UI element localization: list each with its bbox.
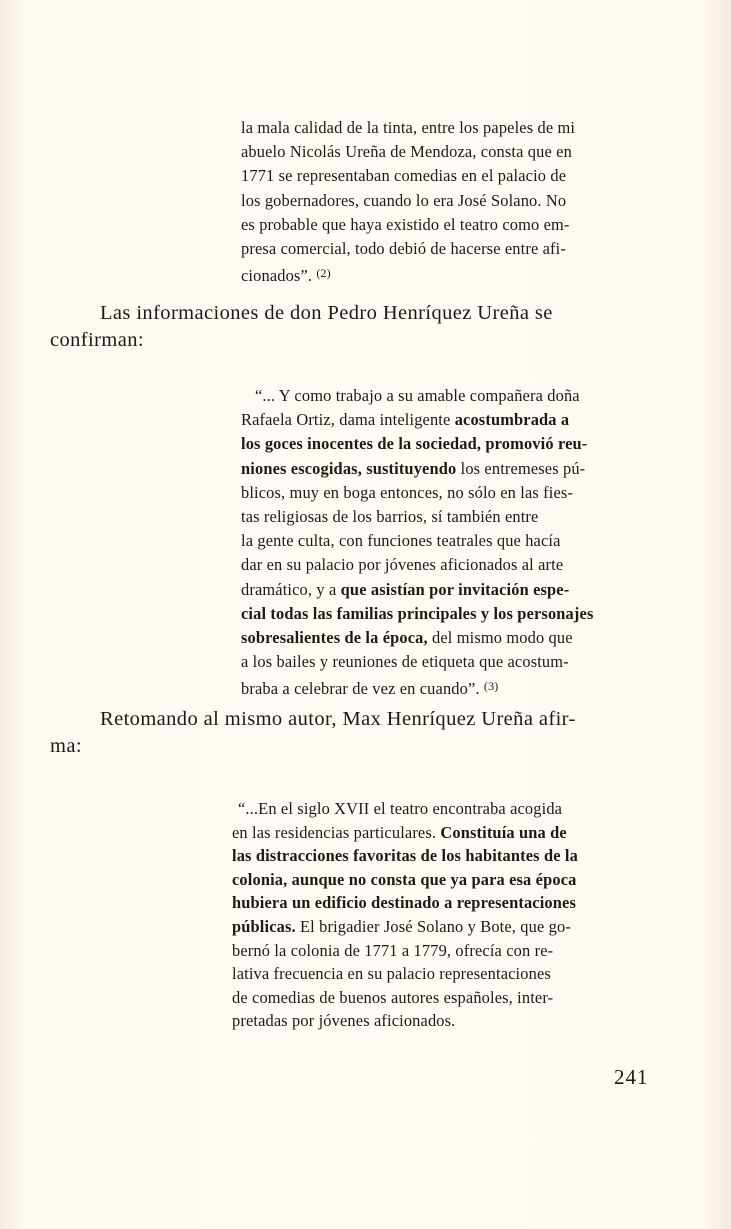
quote-text: dramático, y a [241,579,337,599]
quote-line: es probable que haya existido el teatro como em- [241,214,570,234]
quote-line: la mala calidad de la tinta, entre los papeles de mi [241,118,576,137]
quote-text: del mismo modo que [432,627,573,647]
quote-line: blicos, muy en boga entonces, no sólo en las fies- [241,482,574,502]
block-quote-2 [241,384,654,698]
quote-line: abuelo Nicolás Ureña de Mendoza, consta que en [241,142,572,162]
quote-emphasis: sobresalientes de la época, [241,627,428,647]
quote-line [232,844,653,868]
quote-emphasis: que asistían por invitación espe- [340,579,570,599]
quote-line: tas religiosas de los barrios, sí también entre [241,506,539,526]
block-quote-1 [241,116,654,285]
quote-line: los gobernadores, cuando lo era José Solano. No [241,190,567,210]
quote-text: “...En el siglo XVII el teatro encontraba acogida [238,799,563,818]
paragraph-line: confirman: [50,329,144,351]
quote-line: presa comercial, todo debió de hacerse entre afi- [241,238,566,258]
quote-line: a los bailes y reuniones de etiqueta que acostum- [241,652,569,672]
quote-emphasis: Constituía una de [440,822,567,842]
quote-line-last [241,674,654,698]
quote-line: 1771 se representaban comedias en el palacio de [241,166,567,186]
quote-text: Rafaela Ortiz, dama inteligente [241,410,451,430]
paragraph-line: Retomando al mismo autor, Max Henríquez Ureña afir- [100,708,576,730]
quote-text: cionados”. [241,266,313,286]
quote-text: “... Y como trabajo a su amable compañera doña [255,386,580,405]
quote-line: bernó la colonia de 1771 a 1779, ofrecía con re- [232,940,554,960]
quote-line [241,457,654,481]
quote-emphasis: colonia, aunque no consta que ya para esa época [232,869,577,889]
quote-text: El brigadier José Solano y Bote, que go- [300,916,571,936]
footnote-ref: (3) [483,679,499,694]
quote-text: los entremeses pú- [460,458,586,478]
quote-text: braba a celebrar de vez en cuando”. [241,679,480,699]
quote-emphasis: públicas. [232,916,296,936]
quote-line [241,626,654,650]
quote-line [241,408,654,432]
quote-line: de comedias de buenos autores españoles, inter- [232,987,554,1007]
quote-emphasis: acostumbrada a [454,410,570,430]
paragraph-line: ma: [50,735,82,757]
quote-line: la gente culta, con funciones teatrales que hacía [241,531,561,551]
quote-line [241,432,654,456]
quote-line-last [241,261,654,285]
quote-line-last: pretadas por jóvenes aficionados. [232,1011,456,1031]
quote-text: en las residencias particulares. [232,822,437,842]
quote-line [232,915,653,939]
footnote-ref: (2) [316,266,331,281]
quote-line [232,868,653,892]
quote-emphasis: cial todas las familias principales y los personajes [241,603,594,623]
quote-emphasis: los goces inocentes de la sociedad, promovió reu- [241,434,588,454]
quote-line [241,602,654,626]
quote-line [232,797,653,821]
quote-emphasis: niones escogidas, sustituyendo [241,458,457,478]
block-quote-3 [232,797,653,1033]
quote-line [232,821,653,845]
paragraph-line: Las informaciones de don Pedro Henríquez Ureña se [100,302,553,324]
quote-line [241,578,654,602]
quote-line [241,384,654,408]
quote-line [232,891,653,915]
page-number: 241 [614,1065,649,1089]
quote-line: lativa frecuencia en su palacio representaciones [232,964,551,984]
quote-emphasis: las distracciones favoritas de los habitantes de la [232,846,578,866]
quote-emphasis: hubiera un edificio destinado a representaciones [232,893,576,913]
body-paragraph-1 [50,300,655,354]
quote-line: dar en su palacio por jóvenes aficionados al arte [241,555,564,575]
body-paragraph-2 [50,706,655,760]
